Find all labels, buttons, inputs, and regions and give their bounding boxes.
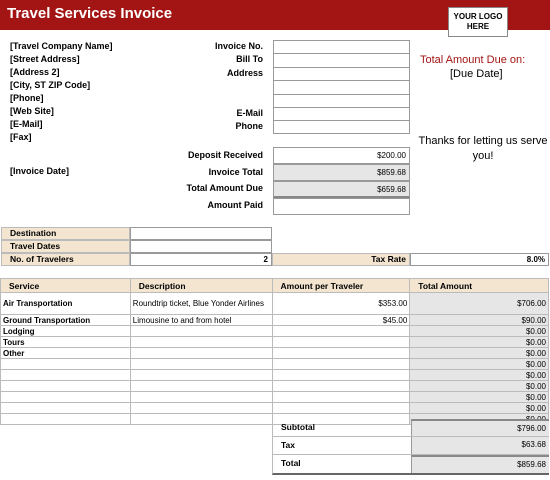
- table-row: [1, 381, 549, 392]
- travel-dates-field[interactable]: [130, 240, 272, 253]
- table-row: [1, 348, 549, 359]
- address-field[interactable]: [274, 68, 409, 81]
- company-name: [Travel Company Name]: [10, 41, 113, 51]
- subtotal-row: [272, 419, 549, 437]
- description-cell[interactable]: [130, 392, 272, 403]
- summary-block: [272, 419, 549, 475]
- amount-cell[interactable]: [272, 326, 410, 337]
- company-email: [E-Mail]: [10, 119, 43, 129]
- company-phone: [Phone]: [10, 93, 44, 103]
- total-cell: $0.00: [410, 348, 549, 359]
- total-cell: $0.00: [410, 403, 549, 414]
- bill-to-field[interactable]: [274, 54, 409, 67]
- description-cell[interactable]: [130, 403, 272, 414]
- col-total: Total Amount: [410, 279, 549, 293]
- amount-due-field: $659.68: [273, 181, 410, 198]
- service-cell[interactable]: Tours: [1, 337, 131, 348]
- table-row: [1, 403, 549, 414]
- service-cell[interactable]: [1, 403, 131, 414]
- col-service: Service: [1, 279, 131, 293]
- subtotal-label: Subtotal: [281, 422, 315, 432]
- amount-paid-label: Amount Paid: [207, 200, 263, 210]
- amount-cell[interactable]: [272, 403, 410, 414]
- service-cell[interactable]: Ground Transportation: [1, 315, 131, 326]
- total-row: [272, 455, 549, 475]
- invoice-fields-box: [273, 40, 410, 134]
- table-row: [1, 293, 549, 315]
- deposit-field[interactable]: $200.00: [273, 147, 410, 164]
- service-cell[interactable]: [1, 392, 131, 403]
- total-cell: $706.00: [410, 293, 549, 315]
- due-label: Total Amount Due on:: [420, 54, 526, 66]
- description-cell[interactable]: [130, 381, 272, 392]
- address-field-2[interactable]: [274, 81, 409, 94]
- company-fax: [Fax]: [10, 132, 32, 142]
- table-row: [1, 370, 549, 381]
- invoice-no-field[interactable]: [274, 41, 409, 54]
- email-label: E-Mail: [236, 107, 263, 118]
- table-row: [1, 359, 549, 370]
- table-row: [1, 337, 549, 348]
- tax-rate-field[interactable]: 8.0%: [410, 253, 549, 266]
- service-cell[interactable]: Lodging: [1, 326, 131, 337]
- invoice-total-field: $859.68: [273, 164, 410, 181]
- table-row: [1, 315, 549, 326]
- amount-cell[interactable]: [272, 370, 410, 381]
- logo-placeholder: YOUR LOGO HERE: [448, 7, 508, 37]
- phone-label: Phone: [235, 121, 263, 132]
- due-date: [Due Date]: [450, 68, 503, 80]
- amount-cell[interactable]: $353.00: [272, 293, 410, 315]
- service-cell[interactable]: [1, 381, 131, 392]
- amount-cell[interactable]: [272, 348, 410, 359]
- travel-dates-label: Travel Dates: [1, 240, 130, 253]
- table-row: [1, 392, 549, 403]
- address-field-3[interactable]: [274, 95, 409, 108]
- total-cell: $0.00: [410, 359, 549, 370]
- company-street: [Street Address]: [10, 54, 80, 64]
- tax-value: $63.68: [411, 437, 549, 454]
- company-city: [City, ST ZIP Code]: [10, 80, 91, 90]
- table-row: [1, 326, 549, 337]
- address-label: Address: [226, 67, 263, 78]
- description-cell[interactable]: Roundtrip ticket, Blue Yonder Airlines: [130, 293, 272, 315]
- description-cell[interactable]: [130, 326, 272, 337]
- total-cell: $0.00: [410, 337, 549, 348]
- total-cell: $90.00: [410, 315, 549, 326]
- travelers-label: No. of Travelers: [1, 253, 130, 266]
- email-field[interactable]: [274, 108, 409, 121]
- total-label: Total: [281, 458, 301, 468]
- total-cell: $0.00: [410, 381, 549, 392]
- invoice-no-label: Invoice No.: [214, 41, 263, 51]
- company-website: [Web Site]: [10, 106, 54, 116]
- tax-label: Tax: [281, 440, 296, 450]
- destination-label: Destination: [1, 227, 130, 240]
- company-info: [10, 40, 113, 144]
- description-cell[interactable]: [130, 370, 272, 381]
- subtotal-value: $796.00: [411, 419, 549, 436]
- bill-to-label: Bill To: [236, 54, 263, 65]
- address-label-2: [180, 80, 263, 93]
- tax-row: [272, 437, 549, 455]
- service-cell[interactable]: Air Transportation: [1, 293, 131, 315]
- invoice-total-label: Invoice Total: [208, 167, 263, 177]
- tax-rate-label: Tax Rate: [272, 253, 410, 266]
- amount-cell[interactable]: [272, 337, 410, 348]
- description-cell[interactable]: Limousine to and from hotel: [130, 315, 272, 326]
- total-cell: $0.00: [410, 392, 549, 403]
- service-cell[interactable]: [1, 414, 131, 425]
- destination-field[interactable]: [130, 227, 272, 240]
- amount-cell[interactable]: [272, 392, 410, 403]
- amount-cell[interactable]: [272, 381, 410, 392]
- description-cell[interactable]: [130, 337, 272, 348]
- address-label-3: [180, 94, 263, 107]
- description-cell[interactable]: [130, 359, 272, 370]
- service-cell[interactable]: [1, 359, 131, 370]
- amount-paid-field[interactable]: [273, 198, 410, 215]
- col-amount: Amount per Traveler: [272, 279, 410, 293]
- phone-field[interactable]: [274, 121, 409, 134]
- service-cell[interactable]: Other: [1, 348, 131, 359]
- total-value: $859.68: [411, 455, 549, 473]
- amount-cell[interactable]: [272, 359, 410, 370]
- invoice-field-labels: [180, 40, 263, 134]
- col-description: Description: [130, 279, 272, 293]
- invoice-title: Travel Services Invoice: [7, 5, 173, 22]
- thanks-message: Thanks for letting us serve you!: [418, 135, 548, 162]
- line-items-table: [0, 278, 549, 425]
- travelers-field[interactable]: 2: [130, 253, 272, 266]
- total-cell: $0.00: [410, 370, 549, 381]
- total-cell: $0.00: [410, 326, 549, 337]
- company-address2: [Address 2]: [10, 67, 60, 77]
- deposit-label: Deposit Received: [187, 150, 263, 160]
- service-cell[interactable]: [1, 370, 131, 381]
- amount-cell[interactable]: $45.00: [272, 315, 410, 326]
- amount-due-label: Total Amount Due: [186, 183, 263, 193]
- description-cell[interactable]: [130, 414, 272, 425]
- invoice-date: [Invoice Date]: [10, 166, 70, 176]
- description-cell[interactable]: [130, 348, 272, 359]
